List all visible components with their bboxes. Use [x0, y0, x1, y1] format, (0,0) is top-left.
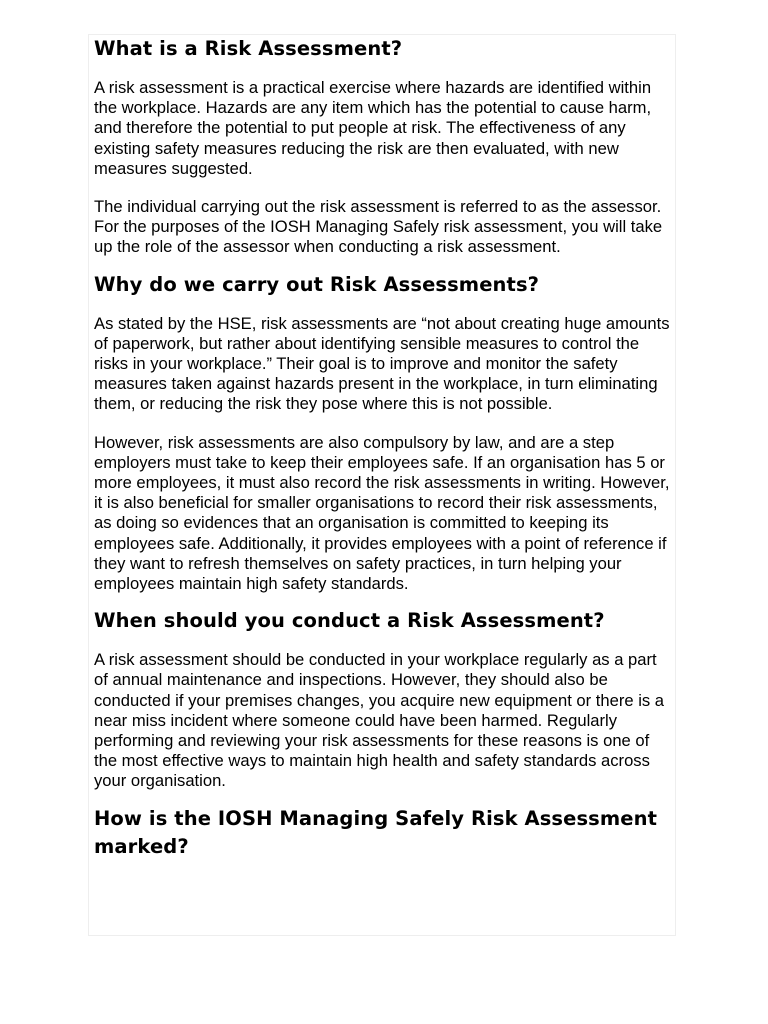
paragraph-hse-statement: As stated by the HSE, risk assessments are “not about creating huge amounts of paperwork, but rather about identifying sensible measures to control the risks in your workplace.” Their goal is to improve and monitor the safety measures taken against hazards present in the workplace, in turn eliminating them, or reducing the risk they pose where this is not possible.	[94, 313, 670, 414]
heading-how-marked: How is the IOSH Managing Safely Risk Assessment marked?	[94, 806, 658, 858]
paragraph-risk-assessment-definition: A risk assessment is a practical exercise where hazards are identified within the workplace. Hazards are any item which has the potential to cause harm, and therefore the potential to put people at risk. The effectiveness of any existing safety measures reducing the risk are then evaluated, with new measures suggested.	[94, 78, 652, 178]
heading-what-is-risk-assessment: What is a Risk Assessment?	[94, 37, 403, 60]
heading-why-risk-assessments: Why do we carry out Risk Assessments?	[94, 272, 540, 296]
paragraph-assessor-role: The individual carrying out the risk assessment is referred to as the assessor. For the purposes of the IOSH Managing Safely risk assessment, you will take up the role of the assessor when conducting a risk assessment.	[94, 197, 663, 257]
paragraph-legal-requirement: However, risk assessments are also compulsory by law, and are a step employers must take to keep their employees safe. If an organisation has 5 or more employees, it must also record the risk assessments in writing. However, it is also beneficial for smaller organisations to record their risk assessments, as doing so evidences that an organisation is committed to keeping its employees safe. Additionally, it provides employees with a point of reference if they want to refresh themselves on safety practices, in turn helping your employees maintain high safety standards.	[94, 432, 670, 594]
paragraph-when-conduct: A risk assessment should be conducted in your workplace regularly as a part of annual maintenance and inspections. However, they should also be conducted if your premises changes, you acquire new equipment or there is a near miss incident where someone could have been harmed. Regularly performing and reviewing your risk assessments for these reasons is one of the most effective ways to maintain high health and safety standards across your organisation.	[94, 650, 665, 791]
document-page	[88, 34, 676, 936]
heading-when-conduct: When should you conduct a Risk Assessment?	[94, 609, 605, 633]
